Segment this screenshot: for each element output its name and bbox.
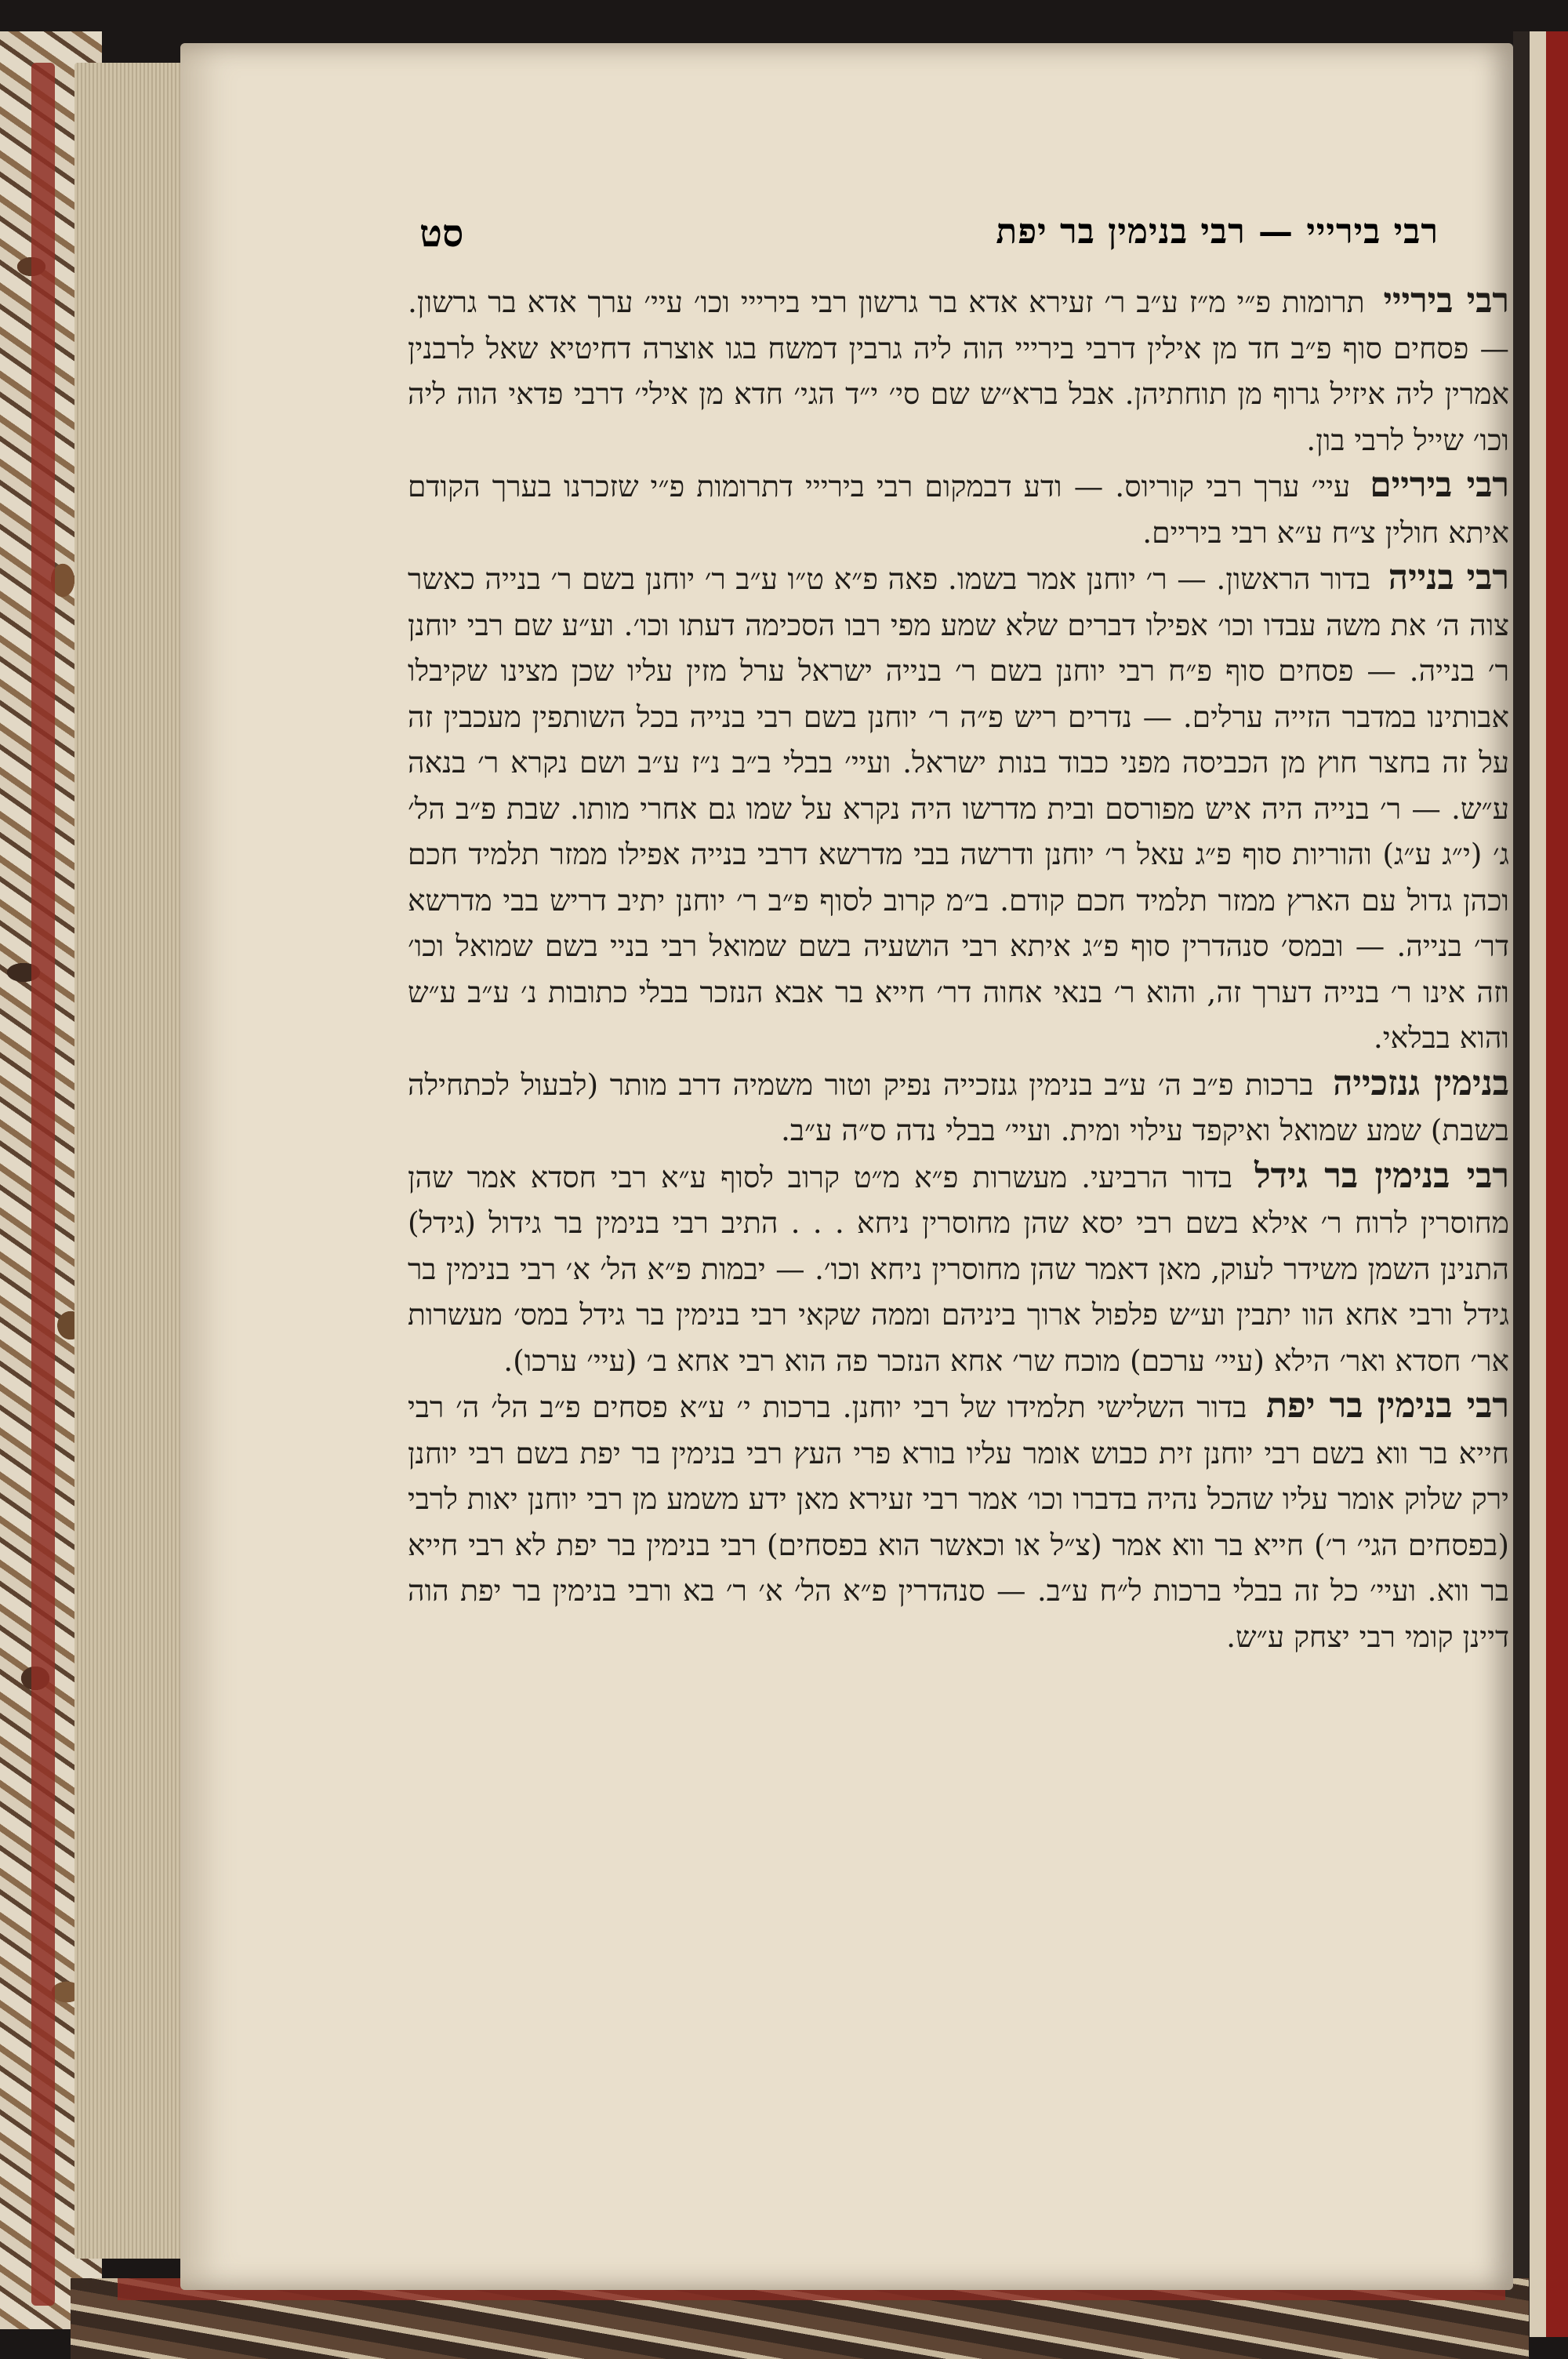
entry — [408, 1154, 1509, 1384]
page-stack-edges — [74, 63, 192, 2259]
entry-text: בדור השלישי תלמידו של רבי יוחנן. ברכות י׳ ע״א פסחים פ״ב הל׳ ה׳ רבי חייא בר ווא בשם רבי יוחנן זית כבוש אומר עליו בורא פרי העץ רבי בנימין בר יפת בשם רבי יוחנן ירק שלוק אומר עליו שהכל נהיה בדברו וכו׳ אמר רבי זעירא מאן ידע משמע מן רבי יוחנן יאות לרבי (בפסחים הגי׳ ר׳) חייא בר ווא אמר (צ״ל או וכאשר הוא בפסחים) רבי בנימין בר יפת לא רבי חייא בר ווא. ועיי׳ כל זה בבלי ברכות ל״ח ע״ב. — סנהדרין פ״א הל׳ א׳ ר׳ בא ורבי בנימין בר יפת הוה דיינן קומי רבי יצחק ע״ש. — [408, 1390, 1509, 1654]
entry-text: עיי׳ ערך רבי קוריוס. — ודע דבמקום רבי בירייי דתרומות פ״י שזכרנו בערך הקודם איתא חולין צ״ח ע״א רבי ביריים. — [408, 469, 1509, 550]
facing-page-gutter — [1513, 31, 1568, 2337]
entry-head: רבי בנימין בר יפת — [1266, 1386, 1509, 1426]
entry-head: רבי ביריים — [1370, 465, 1510, 505]
running-head — [408, 212, 1513, 259]
entry — [408, 278, 1509, 463]
entry — [408, 463, 1509, 555]
entry-head: רבי בנייה — [1388, 558, 1510, 598]
entry — [408, 1383, 1509, 1659]
page-body — [408, 278, 1509, 1659]
entry — [408, 1061, 1509, 1154]
entry-text: בדור הרביעי. מעשרות פ״א מ״ט קרוב לסוף ע״א רבי חסדא אמר שהן מחוסרין לרוח ר׳ אילא בשם רבי יסא שהן מחוסרין ניחא . . . התיב רבי בנימין בר גידול (גידל) התנינן השמן משידר לעוק, מאן דאמר שהן מחוסרין ניחא וכו׳. — יבמות פ״א הל׳ א׳ רבי בנימין בר גידל ורבי אחא הוו יתבין וע״ש פלפול ארוך ביניהם וממה שקאי רבי בנימין בר גידל במס׳ מעשרות אר׳ חסדא ואר׳ הילא (עיי׳ ערכם) מוכח שר׳ אחא הנזכר פה הוא רבי אחא ב׳ (עיי׳ ערכו). — [408, 1159, 1509, 1378]
entry-head: בנימין גנזכייה — [1333, 1063, 1509, 1103]
entry-head: רבי בנימין בר גידל — [1254, 1155, 1509, 1196]
cover-spine-edge — [31, 63, 55, 2306]
running-head-title: רבי בירייי — רבי בנימין בר יפת — [996, 212, 1439, 252]
entry — [408, 555, 1509, 1061]
page-number: סט — [419, 212, 464, 256]
entry-text: בדור הראשון. — ר׳ יוחנן אמר בשמו. פאה פ״א ט״ו ע״ב ר׳ יוחנן בשם ר׳ בנייה כאשר צוה ה׳ את משה עבדו וכו׳ אפילו דברים שלא שמע מפי רבו הסכימה דעתו וכו׳. וע״ע שם רבי יוחנן ר׳ בנייה. — פסחים סוף פ״ח רבי יוחנן בשם ר׳ בנייה ישראל ערל מזין עליו שכן מצינו שקיבלו אבותינו במדבר הזייה ערלים. — נדרים ריש פ״ה ר׳ יוחנן בשם רבי בנייה בכל השותפין מעכבין זה על זה בחצר חוץ מן הכביסה מפני כבוד בנות ישראל. ועיי׳ בבלי ב״ב נ״ז ע״ב ושם נקרא ר׳ בנאה ע״ש. — ר׳ בנייה היה איש מפורסם ובית מדרשו היה נקרא על שמו גם אחרי מותו. שבת פ״ב הל׳ ג׳ (י״ג ע״ג) והוריות סוף פ״ג עאל ר׳ יוחנן ודרשה בבי מדרשא דרבי בנייה אפילו ממזר תלמיד חכם וכהן גדול עם הארץ ממזר תלמיד חכם קודם. ב״מ קרוב לסוף פ״ב ר׳ יוחנן יתיב דריש בבי מדרשא דר׳ בנייה. — ובמס׳ סנהדרין סוף פ״ג איתא רבי הושעיה בשם שמואל רבי בניי בשם שמואל וכו׳ וזה אינו ר׳ בנייה דערך זה, והוא ר׳ בנאי אחוה דר׳ חייא בר אבא הנזכר בבלי כתובות נ׳ ע״ב ע״ש והוא בבלאי. — [408, 562, 1509, 1055]
entry-text: תרומות פ״י מ״ז ע״ב ר׳ זעירא אדא בר גרשון רבי בירייי וכו׳ עיי׳ ערך אדא בר גרשון. — פסחים סוף פ״ב חד מן אילין דרבי בירייי הוה ליה גרבין דמשח בגו אוצרה דחיטיא שאל לרבנין אמרין ליה איזיל גרוף מן תוחתיהן. אבל ברא״ש שם סי׳ י״ד הגי׳ חדא מן אילי׳ דרבי פדאי הוה ליה וכו׳ שייל לרבי בון. — [408, 285, 1509, 457]
entry-head: רבי בירייי — [1383, 281, 1510, 321]
entry-text: ברכות פ״ב ה׳ ע״ב בנימין גנזכייה נפיק וטור משמיה דרב מותר (לבעול לכתחילה בשבת) שמע שמואל ואיקפד עילוי ומית. ועיי׳ בבלי נדה ס״ה ע״ב. — [408, 1067, 1509, 1147]
